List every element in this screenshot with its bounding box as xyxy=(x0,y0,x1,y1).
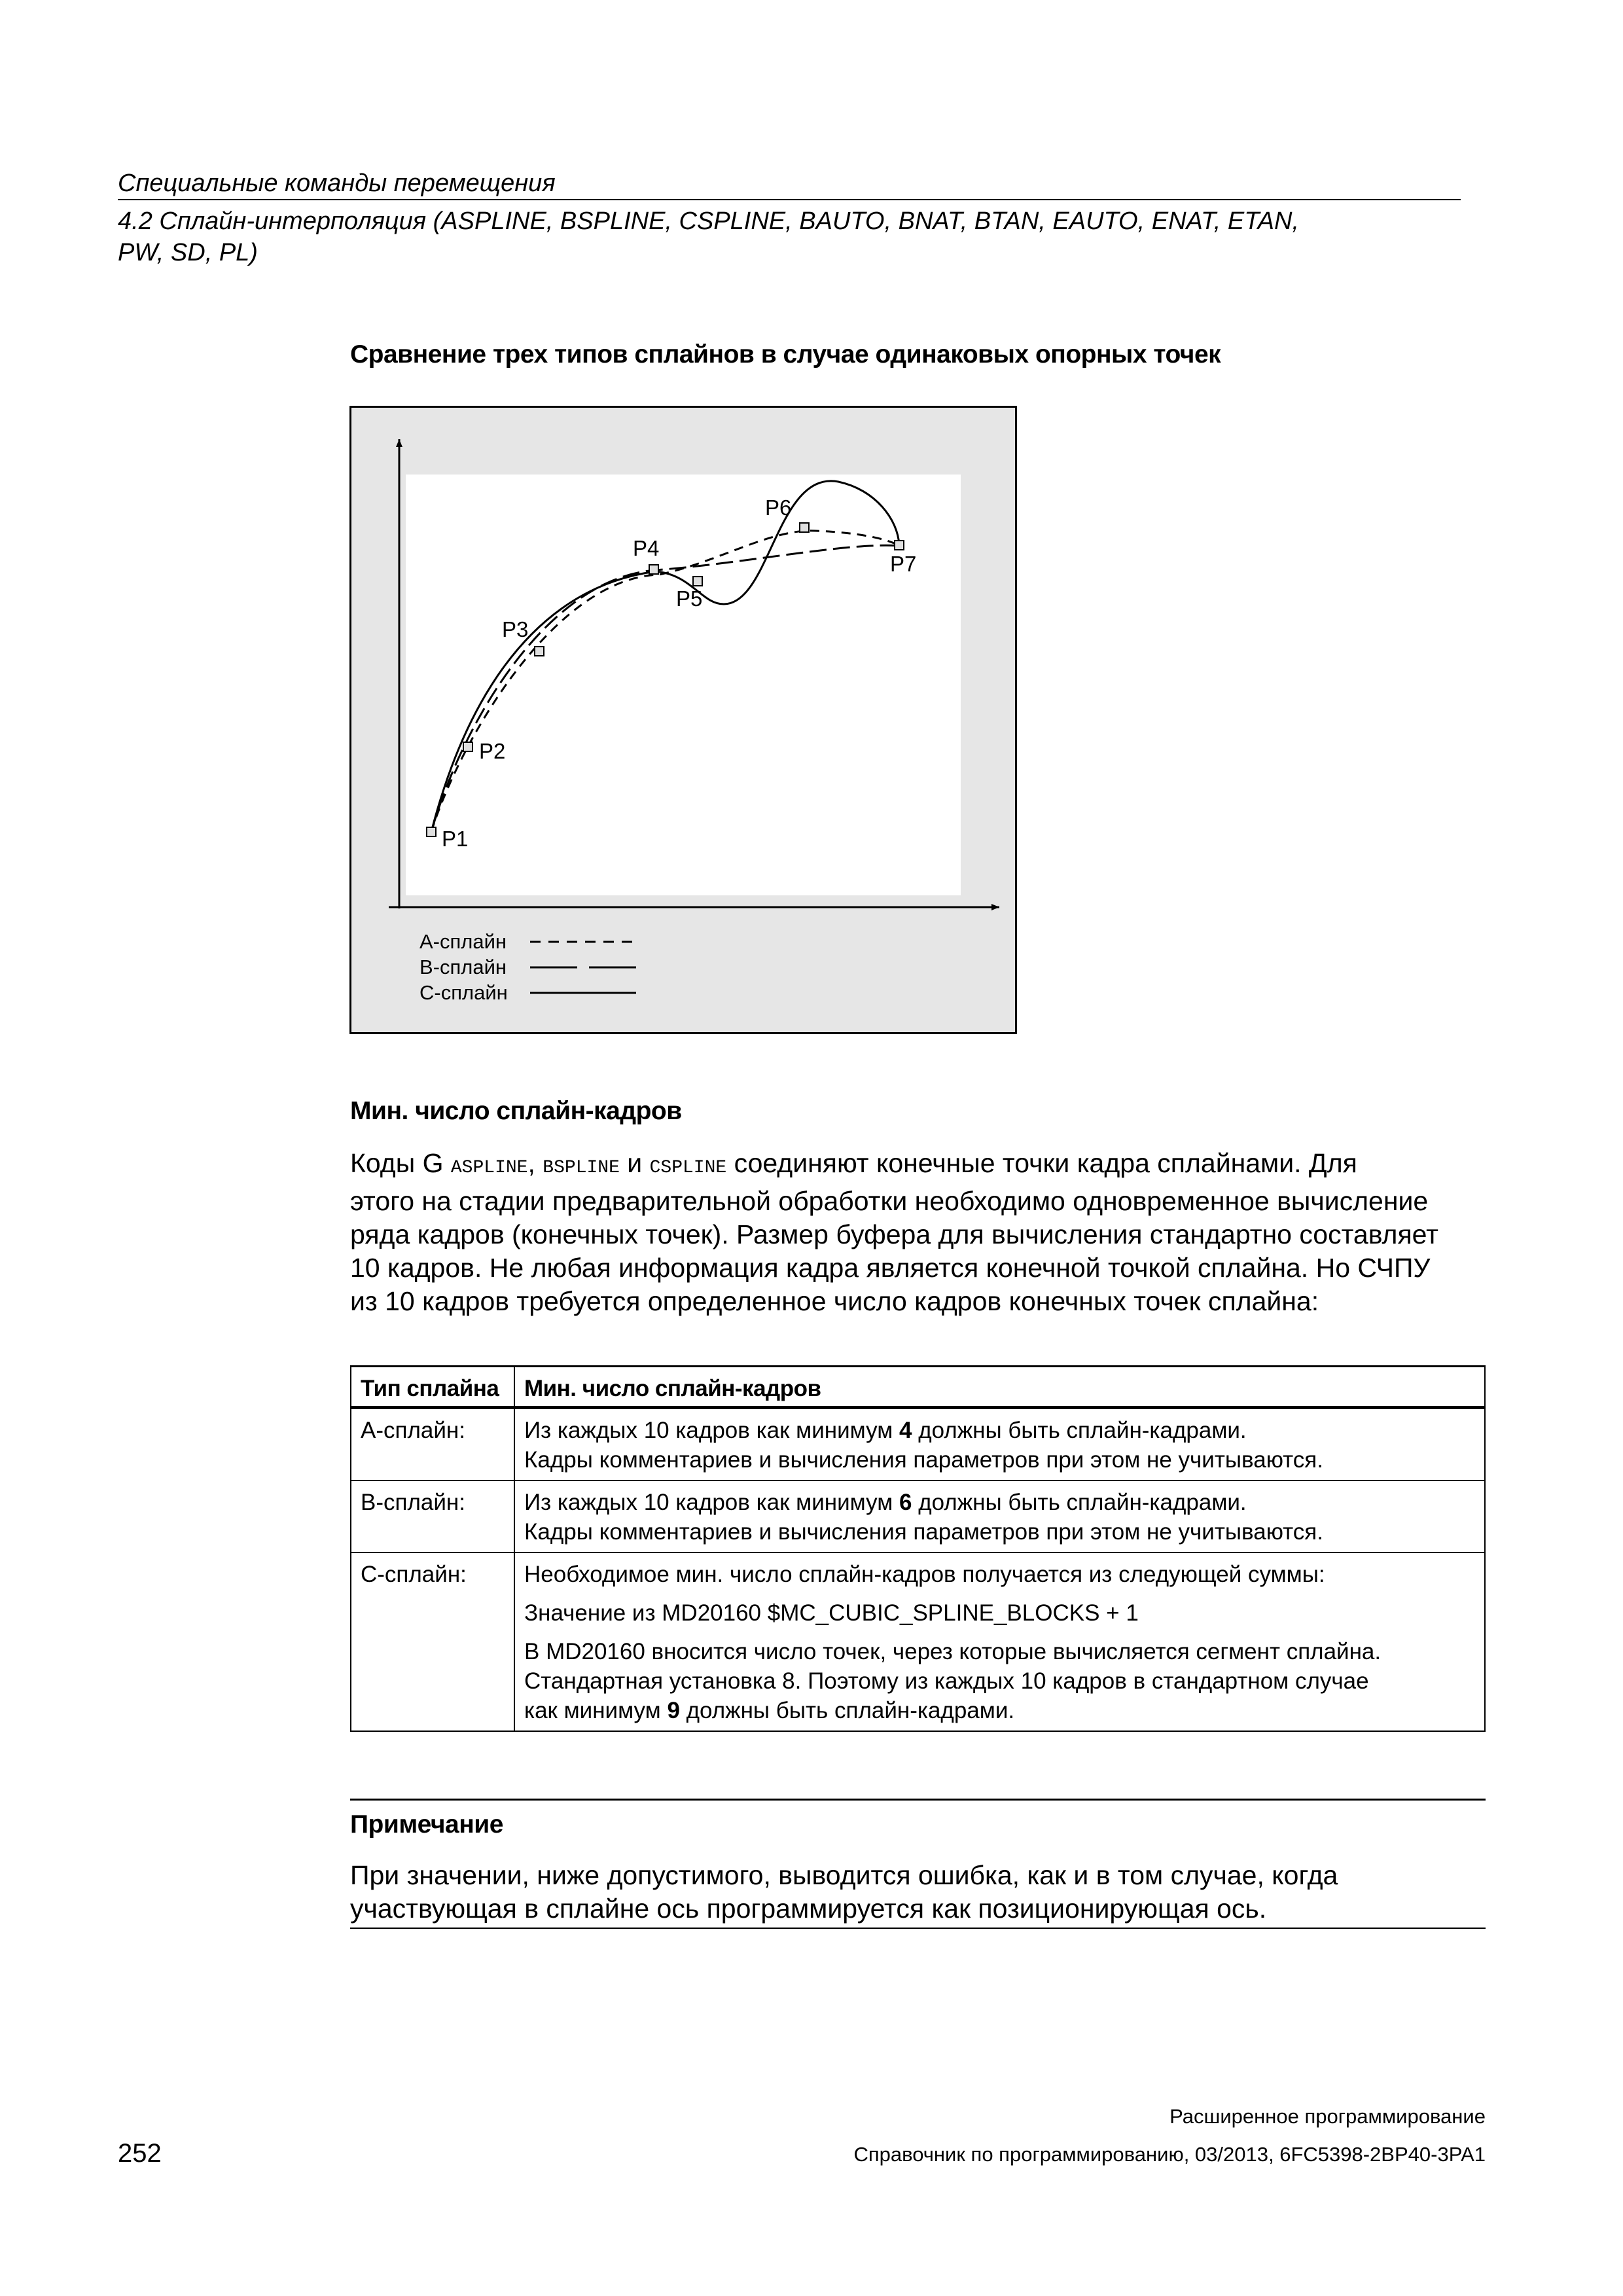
point-label-p4: P4 xyxy=(633,536,660,560)
legend-label-a: A-сплайн xyxy=(419,930,507,953)
point-label-p2: P2 xyxy=(479,739,506,763)
point-marker-p1 xyxy=(427,827,436,836)
table-row xyxy=(351,1408,1485,1481)
bold-number: 6 xyxy=(899,1490,912,1515)
point-marker-p6 xyxy=(800,523,809,532)
page-number: 252 xyxy=(118,2139,162,2168)
table-header-row xyxy=(351,1367,1485,1408)
cell-line: Стандартная установка 8. Поэтому из каждых 10 кадров в стандартном случае xyxy=(524,1668,1369,1694)
table-header-type: Тип сплайна xyxy=(351,1367,514,1408)
note-bottom-rule xyxy=(350,1928,1486,1929)
figure-title: Сравнение трех типов сплайнов в случае одинаковых опорных точек xyxy=(350,340,1221,368)
note-top-rule xyxy=(350,1799,1486,1801)
spline-table xyxy=(350,1365,1486,1732)
legend xyxy=(419,930,636,1004)
point-marker-p5 xyxy=(693,577,702,586)
running-header-subsection-line2: PW, SD, PL) xyxy=(118,239,258,266)
code-cspline: CSPLINE xyxy=(649,1158,727,1178)
cell-type: A-сплайн: xyxy=(351,1408,514,1481)
table-row xyxy=(351,1480,1485,1552)
cell-type: C-сплайн: xyxy=(351,1552,514,1731)
footer-reference: Справочник по программированию, 03/2013, 6FC5398-2BP40-3PA1 xyxy=(853,2143,1486,2166)
section-paragraph xyxy=(350,1147,1502,1318)
cell-paragraph: Значение из MD20160 $MC_CUBIC_SPLINE_BLOCKS + 1 xyxy=(524,1600,1139,1626)
cell-type: B-сплайн: xyxy=(351,1480,514,1552)
cell-line: В MD20160 вносится число точек, через которые вычисляется сегмент сплайна. xyxy=(524,1639,1382,1664)
cell-line: Кадры комментариев и вычисления параметров при этом не учитываются. xyxy=(524,1519,1323,1545)
cell-description xyxy=(514,1480,1485,1552)
text-span: , xyxy=(527,1148,543,1178)
point-label-p6: P6 xyxy=(765,495,792,520)
cell-line xyxy=(524,1488,1475,1517)
text-span: должны быть сплайн-кадрами. xyxy=(912,1418,1247,1443)
paragraph-line-2: этого на стадии предварительной обработки необходимо одновременное вычисление xyxy=(350,1186,1429,1216)
note-line-1: При значении, ниже допустимого, выводится ошибка, как и в том случае, когда xyxy=(350,1860,1338,1890)
point-marker-p2 xyxy=(463,742,473,751)
point-label-p3: P3 xyxy=(502,617,529,641)
paragraph-line-5: из 10 кадров требуется определенное число кадров конечных точек сплайна: xyxy=(350,1286,1319,1316)
bold-number: 4 xyxy=(899,1418,912,1443)
footer-book-title: Расширенное программирование xyxy=(1169,2105,1486,2128)
running-header-section: Специальные команды перемещения xyxy=(118,170,556,197)
text-span: Коды G xyxy=(350,1148,451,1178)
text-span: как минимум xyxy=(524,1698,668,1723)
point-label-p5: P5 xyxy=(676,586,703,611)
legend-label-c: C-сплайн xyxy=(419,981,508,1004)
text-span: соединяют конечные точки кадра сплайнами. Для xyxy=(726,1148,1357,1178)
table-header-min-blocks: Мин. число сплайн-кадров xyxy=(514,1367,1485,1408)
cell-paragraph: Необходимое мин. число сплайн-кадров получается из следующей суммы: xyxy=(524,1562,1325,1587)
cell-line xyxy=(524,1416,1475,1445)
paragraph-line-1 xyxy=(350,1147,1502,1185)
code-aspline: ASPLINE xyxy=(450,1158,528,1178)
note-text xyxy=(350,1859,1486,1926)
running-header-subsection-line1: 4.2 Сплайн-интерполяция (ASPLINE, BSPLINE, CSPLINE, BAUTO, BNAT, BTAN, EAUTO, ENAT, ETAN, xyxy=(118,207,1299,235)
cell-line: Кадры комментариев и вычисления параметров при этом не учитываются. xyxy=(524,1447,1323,1473)
point-marker-p4 xyxy=(649,565,658,574)
text-span: Из каждых 10 кадров как минимум xyxy=(524,1490,899,1515)
code-bspline: BSPLINE xyxy=(543,1158,620,1178)
text-span: должны быть сплайн-кадрами. xyxy=(679,1698,1015,1723)
spline-comparison-figure xyxy=(349,406,1017,1034)
cell-paragraph xyxy=(524,1637,1475,1725)
point-label-p1: P1 xyxy=(442,827,469,851)
paragraph-line-4: 10 кадров. Не любая информация кадра является конечной точкой сплайна. Но СЧПУ xyxy=(350,1253,1431,1283)
legend-label-b: B-сплайн xyxy=(419,956,507,978)
spline-diagram xyxy=(351,408,1015,1032)
cell-description xyxy=(514,1408,1485,1481)
point-marker-p7 xyxy=(895,541,904,550)
text-span: должны быть сплайн-кадрами. xyxy=(912,1490,1247,1515)
paragraph-line-3: ряда кадров (конечных точек). Размер буфера для вычисления стандартно составляет xyxy=(350,1219,1438,1249)
bold-number: 9 xyxy=(667,1698,680,1723)
cell-line xyxy=(524,1696,1475,1725)
point-marker-p3 xyxy=(535,647,544,656)
point-label-p7: P7 xyxy=(890,552,917,576)
text-span: и xyxy=(619,1148,650,1178)
header-rule xyxy=(118,199,1461,200)
section-title-min-blocks: Мин. число сплайн-кадров xyxy=(350,1097,682,1125)
text-span: Из каждых 10 кадров как минимум xyxy=(524,1418,899,1443)
note-line-2: участвующая в сплайне ось программируется как позиционирующая ось. xyxy=(350,1893,1267,1924)
cell-description xyxy=(514,1552,1485,1731)
table-row xyxy=(351,1552,1485,1731)
note-title: Примечание xyxy=(350,1810,503,1839)
